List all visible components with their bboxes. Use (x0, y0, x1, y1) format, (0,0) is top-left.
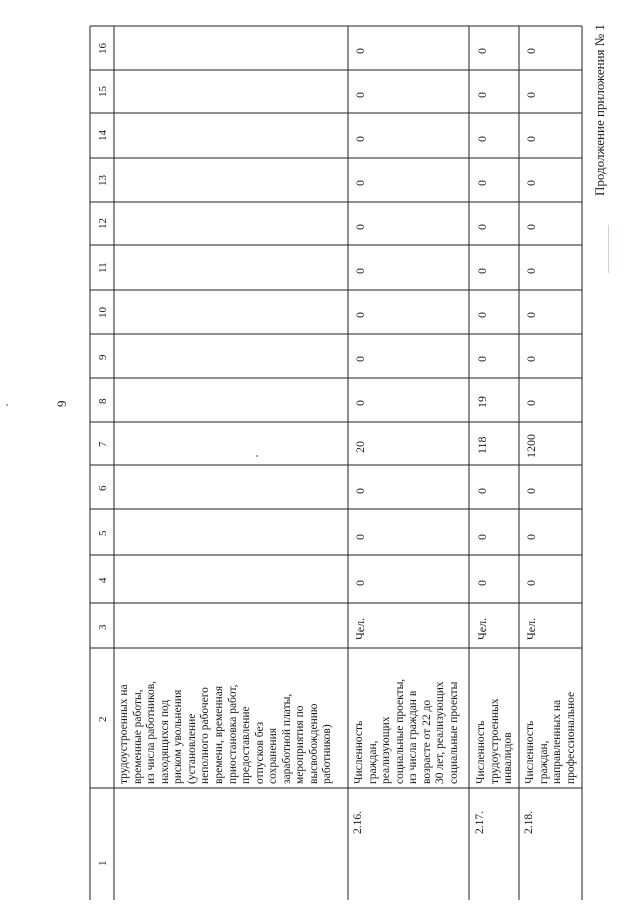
col-header-6: 6 (97, 485, 109, 491)
cell-col8: 19 (475, 396, 489, 408)
col-header-4: 4 (97, 577, 109, 583)
cell-col8: 0 (524, 400, 538, 406)
cell-col14: 0 (353, 136, 367, 142)
cell-col11: 0 (475, 268, 489, 274)
page-number: 9 (54, 400, 69, 407)
cell-col7: 118 (475, 436, 489, 454)
cell-col10: 0 (353, 312, 367, 318)
row-unit: Чел. (353, 617, 367, 640)
cell-col6: 0 (353, 488, 367, 494)
cell-col12: 0 (353, 224, 367, 230)
cell-col7: 1200 (524, 434, 538, 458)
cell-col11: 0 (353, 268, 367, 274)
cell-col4: 0 (353, 580, 367, 586)
cell-col16: 0 (475, 48, 489, 54)
row-description: Численность граждан, реализующих социальные проекты, из числа граждан в возрасте от 22 до 30 лет, реализующих социальные проекты (353, 678, 460, 784)
page-header: Продолжение приложения № 1 (592, 24, 607, 196)
col-header-11: 11 (97, 262, 109, 273)
continuation-description: трудоустроенных на временные работы, из числа работников, находящихся под риском увольнения (установление неполного рабочего времени, временная приостановка работ, предоставление отпусков без сохранения заработной платы, мероприятия по высвобождению работников) (118, 680, 334, 784)
cell-col5: 0 (524, 534, 538, 540)
scan-speck (608, 225, 609, 273)
cell-col9: 0 (475, 356, 489, 362)
cell-col5: 0 (475, 534, 489, 540)
col-header-8: 8 (97, 398, 109, 404)
cell-col12: 0 (524, 224, 538, 230)
cell-col14: 0 (524, 136, 538, 142)
col-header-10: 10 (97, 307, 109, 318)
cell-col9: 0 (353, 356, 367, 362)
cell-col13: 0 (475, 180, 489, 186)
col-header-5: 5 (97, 530, 109, 536)
cell-col10: 0 (475, 312, 489, 318)
cell-col15: 0 (524, 92, 538, 98)
col-header-2: 2 (97, 716, 109, 722)
cell-col14: 0 (475, 136, 489, 142)
col-header-3: 3 (97, 624, 109, 630)
row-number: 2.18. (523, 811, 535, 834)
scan-speck (6, 404, 8, 406)
row-unit: Чел. (524, 617, 538, 640)
cell-col16: 0 (524, 48, 538, 54)
col-header-7: 7 (97, 441, 109, 447)
cell-col10: 0 (524, 312, 538, 318)
cell-col9: 0 (524, 356, 538, 362)
row-unit: Чел. (475, 617, 489, 640)
cell-col11: 0 (524, 268, 538, 274)
cell-col6: 0 (524, 488, 538, 494)
col-header-13: 13 (97, 175, 109, 186)
col-header-16: 16 (97, 43, 109, 54)
cell-col4: 0 (524, 580, 538, 586)
cell-col13: 0 (353, 180, 367, 186)
col-header-9: 9 (97, 354, 109, 360)
cell-col12: 0 (475, 224, 489, 230)
cell-col16: 0 (353, 48, 367, 54)
row-description: Численность трудоустроенных инвалидов (475, 698, 515, 784)
cell-col15: 0 (475, 92, 489, 98)
cell-col15: 0 (353, 92, 367, 98)
cell-col8: 0 (353, 400, 367, 406)
cell-col6: 0 (475, 488, 489, 494)
cell-col5: 0 (353, 534, 367, 540)
cell-col4: 0 (475, 580, 489, 586)
col-header-15: 15 (97, 86, 109, 97)
row-number: 2.16. (352, 811, 364, 834)
cell-col7: 20 (353, 441, 367, 453)
scan-speck (256, 455, 258, 457)
row-number: 2.17. (474, 811, 486, 834)
cell-col13: 0 (524, 180, 538, 186)
col-header-14: 14 (97, 130, 109, 141)
col-header-12: 12 (97, 218, 109, 229)
row-description: Численность граждан, направленных на профессиональное (524, 691, 577, 784)
col-header-1: 1 (97, 860, 109, 866)
